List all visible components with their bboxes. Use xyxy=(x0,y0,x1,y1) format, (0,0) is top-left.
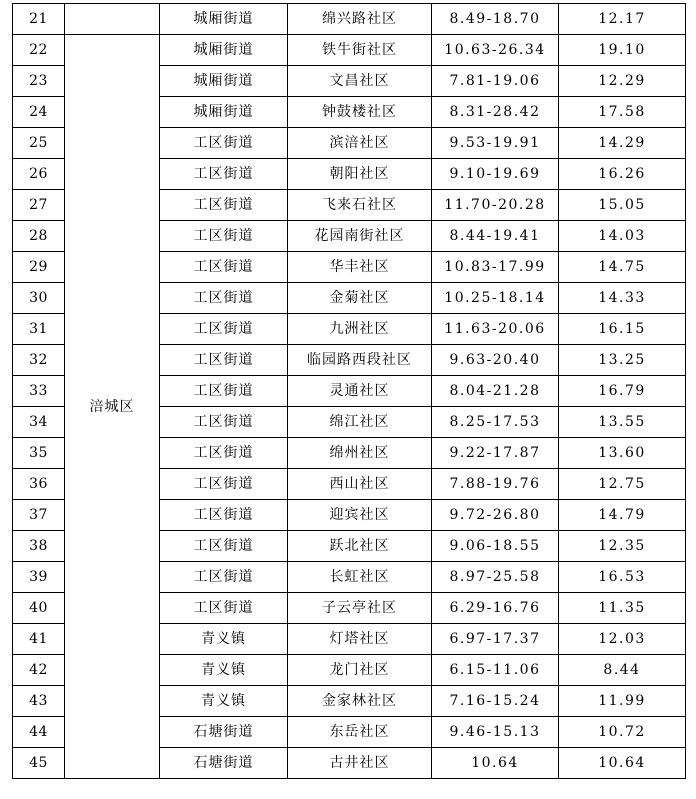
community-cell: 长虹社区 xyxy=(288,562,432,593)
average-cell: 17.58 xyxy=(559,97,686,128)
community-cell: 九洲社区 xyxy=(288,314,432,345)
range-cell: 7.81-19.06 xyxy=(432,66,559,97)
row-number: 34 xyxy=(13,407,65,438)
range-cell: 10.25-18.14 xyxy=(432,283,559,314)
average-cell: 15.05 xyxy=(559,190,686,221)
street-cell: 石塘街道 xyxy=(160,748,288,779)
community-cell: 铁牛街社区 xyxy=(288,35,432,66)
row-number: 45 xyxy=(13,748,65,779)
street-cell: 城厢街道 xyxy=(160,66,288,97)
community-cell: 西山社区 xyxy=(288,469,432,500)
average-cell: 19.10 xyxy=(559,35,686,66)
range-cell: 6.97-17.37 xyxy=(432,624,559,655)
range-cell: 9.22-17.87 xyxy=(432,438,559,469)
row-number: 31 xyxy=(13,314,65,345)
community-cell: 绵江社区 xyxy=(288,407,432,438)
street-cell: 工区街道 xyxy=(160,128,288,159)
range-cell: 7.16-15.24 xyxy=(432,686,559,717)
range-cell: 9.06-18.55 xyxy=(432,531,559,562)
community-cell: 滨涪社区 xyxy=(288,128,432,159)
row-number: 23 xyxy=(13,66,65,97)
community-cell: 跃北社区 xyxy=(288,531,432,562)
average-cell: 13.60 xyxy=(559,438,686,469)
range-cell: 6.29-16.76 xyxy=(432,593,559,624)
average-cell: 14.29 xyxy=(559,128,686,159)
street-cell: 青义镇 xyxy=(160,655,288,686)
community-cell: 迎宾社区 xyxy=(288,500,432,531)
range-cell: 11.70-20.28 xyxy=(432,190,559,221)
community-cell: 绵兴路社区 xyxy=(288,4,432,35)
street-cell: 工区街道 xyxy=(160,221,288,252)
street-cell: 工区街道 xyxy=(160,531,288,562)
average-cell: 14.03 xyxy=(559,221,686,252)
community-cell: 灯塔社区 xyxy=(288,624,432,655)
average-cell: 11.35 xyxy=(559,593,686,624)
range-cell: 7.88-19.76 xyxy=(432,469,559,500)
average-cell: 16.79 xyxy=(559,376,686,407)
average-cell: 12.35 xyxy=(559,531,686,562)
range-cell: 8.31-28.42 xyxy=(432,97,559,128)
range-cell: 6.15-11.06 xyxy=(432,655,559,686)
range-cell: 9.46-15.13 xyxy=(432,717,559,748)
row-number: 21 xyxy=(13,4,65,35)
row-number: 33 xyxy=(13,376,65,407)
row-number: 32 xyxy=(13,345,65,376)
street-cell: 工区街道 xyxy=(160,593,288,624)
range-cell: 9.63-20.40 xyxy=(432,345,559,376)
street-cell: 工区街道 xyxy=(160,562,288,593)
row-number: 43 xyxy=(13,686,65,717)
community-cell: 花园南街社区 xyxy=(288,221,432,252)
row-number: 35 xyxy=(13,438,65,469)
radon-data-table xyxy=(12,3,686,779)
average-cell: 14.79 xyxy=(559,500,686,531)
average-cell: 12.03 xyxy=(559,624,686,655)
street-cell: 工区街道 xyxy=(160,314,288,345)
average-cell: 8.44 xyxy=(559,655,686,686)
street-cell: 工区街道 xyxy=(160,438,288,469)
range-cell: 9.72-26.80 xyxy=(432,500,559,531)
community-cell: 东岳社区 xyxy=(288,717,432,748)
row-number: 38 xyxy=(13,531,65,562)
average-cell: 12.17 xyxy=(559,4,686,35)
street-cell: 工区街道 xyxy=(160,407,288,438)
row-number: 40 xyxy=(13,593,65,624)
average-cell: 14.33 xyxy=(559,283,686,314)
row-number: 42 xyxy=(13,655,65,686)
community-cell: 龙门社区 xyxy=(288,655,432,686)
district-cell: 涪城区 xyxy=(65,35,160,779)
table-row xyxy=(13,4,686,35)
street-cell: 青义镇 xyxy=(160,624,288,655)
street-cell: 工区街道 xyxy=(160,190,288,221)
row-number: 36 xyxy=(13,469,65,500)
range-cell: 10.83-17.99 xyxy=(432,252,559,283)
community-cell: 子云亭社区 xyxy=(288,593,432,624)
row-number: 22 xyxy=(13,35,65,66)
row-number: 25 xyxy=(13,128,65,159)
average-cell: 12.75 xyxy=(559,469,686,500)
street-cell: 工区街道 xyxy=(160,345,288,376)
community-cell: 华丰社区 xyxy=(288,252,432,283)
street-cell: 工区街道 xyxy=(160,376,288,407)
average-cell: 13.25 xyxy=(559,345,686,376)
street-cell: 工区街道 xyxy=(160,283,288,314)
row-number: 28 xyxy=(13,221,65,252)
average-cell: 13.55 xyxy=(559,407,686,438)
average-cell: 16.15 xyxy=(559,314,686,345)
community-cell: 钟鼓楼社区 xyxy=(288,97,432,128)
range-cell: 8.44-19.41 xyxy=(432,221,559,252)
range-cell: 9.10-19.69 xyxy=(432,159,559,190)
range-cell: 8.25-17.53 xyxy=(432,407,559,438)
community-cell: 金家林社区 xyxy=(288,686,432,717)
row-number: 37 xyxy=(13,500,65,531)
average-cell: 10.72 xyxy=(559,717,686,748)
row-number: 41 xyxy=(13,624,65,655)
row-number: 24 xyxy=(13,97,65,128)
community-cell: 灵通社区 xyxy=(288,376,432,407)
range-cell: 8.97-25.58 xyxy=(432,562,559,593)
street-cell: 城厢街道 xyxy=(160,97,288,128)
range-cell: 9.53-19.91 xyxy=(432,128,559,159)
community-cell: 古井社区 xyxy=(288,748,432,779)
range-cell: 10.63-26.34 xyxy=(432,35,559,66)
row-number: 30 xyxy=(13,283,65,314)
community-cell: 文昌社区 xyxy=(288,66,432,97)
district-cell-empty xyxy=(65,4,160,35)
table-row xyxy=(13,35,686,66)
range-cell: 11.63-20.06 xyxy=(432,314,559,345)
range-cell: 8.49-18.70 xyxy=(432,4,559,35)
community-cell: 飞来石社区 xyxy=(288,190,432,221)
street-cell: 工区街道 xyxy=(160,469,288,500)
community-cell: 朝阳社区 xyxy=(288,159,432,190)
average-cell: 10.64 xyxy=(559,748,686,779)
average-cell: 14.75 xyxy=(559,252,686,283)
street-cell: 工区街道 xyxy=(160,252,288,283)
average-cell: 11.99 xyxy=(559,686,686,717)
street-cell: 工区街道 xyxy=(160,500,288,531)
street-cell: 工区街道 xyxy=(160,159,288,190)
street-cell: 石塘街道 xyxy=(160,717,288,748)
community-cell: 临园路西段社区 xyxy=(288,345,432,376)
table-body xyxy=(13,4,686,779)
street-cell: 城厢街道 xyxy=(160,35,288,66)
average-cell: 16.26 xyxy=(559,159,686,190)
average-cell: 16.53 xyxy=(559,562,686,593)
average-cell: 12.29 xyxy=(559,66,686,97)
row-number: 44 xyxy=(13,717,65,748)
community-cell: 绵州社区 xyxy=(288,438,432,469)
community-cell: 金菊社区 xyxy=(288,283,432,314)
range-cell: 8.04-21.28 xyxy=(432,376,559,407)
street-cell: 城厢街道 xyxy=(160,4,288,35)
street-cell: 青义镇 xyxy=(160,686,288,717)
range-cell: 10.64 xyxy=(432,748,559,779)
row-number: 39 xyxy=(13,562,65,593)
row-number: 27 xyxy=(13,190,65,221)
row-number: 26 xyxy=(13,159,65,190)
row-number: 29 xyxy=(13,252,65,283)
